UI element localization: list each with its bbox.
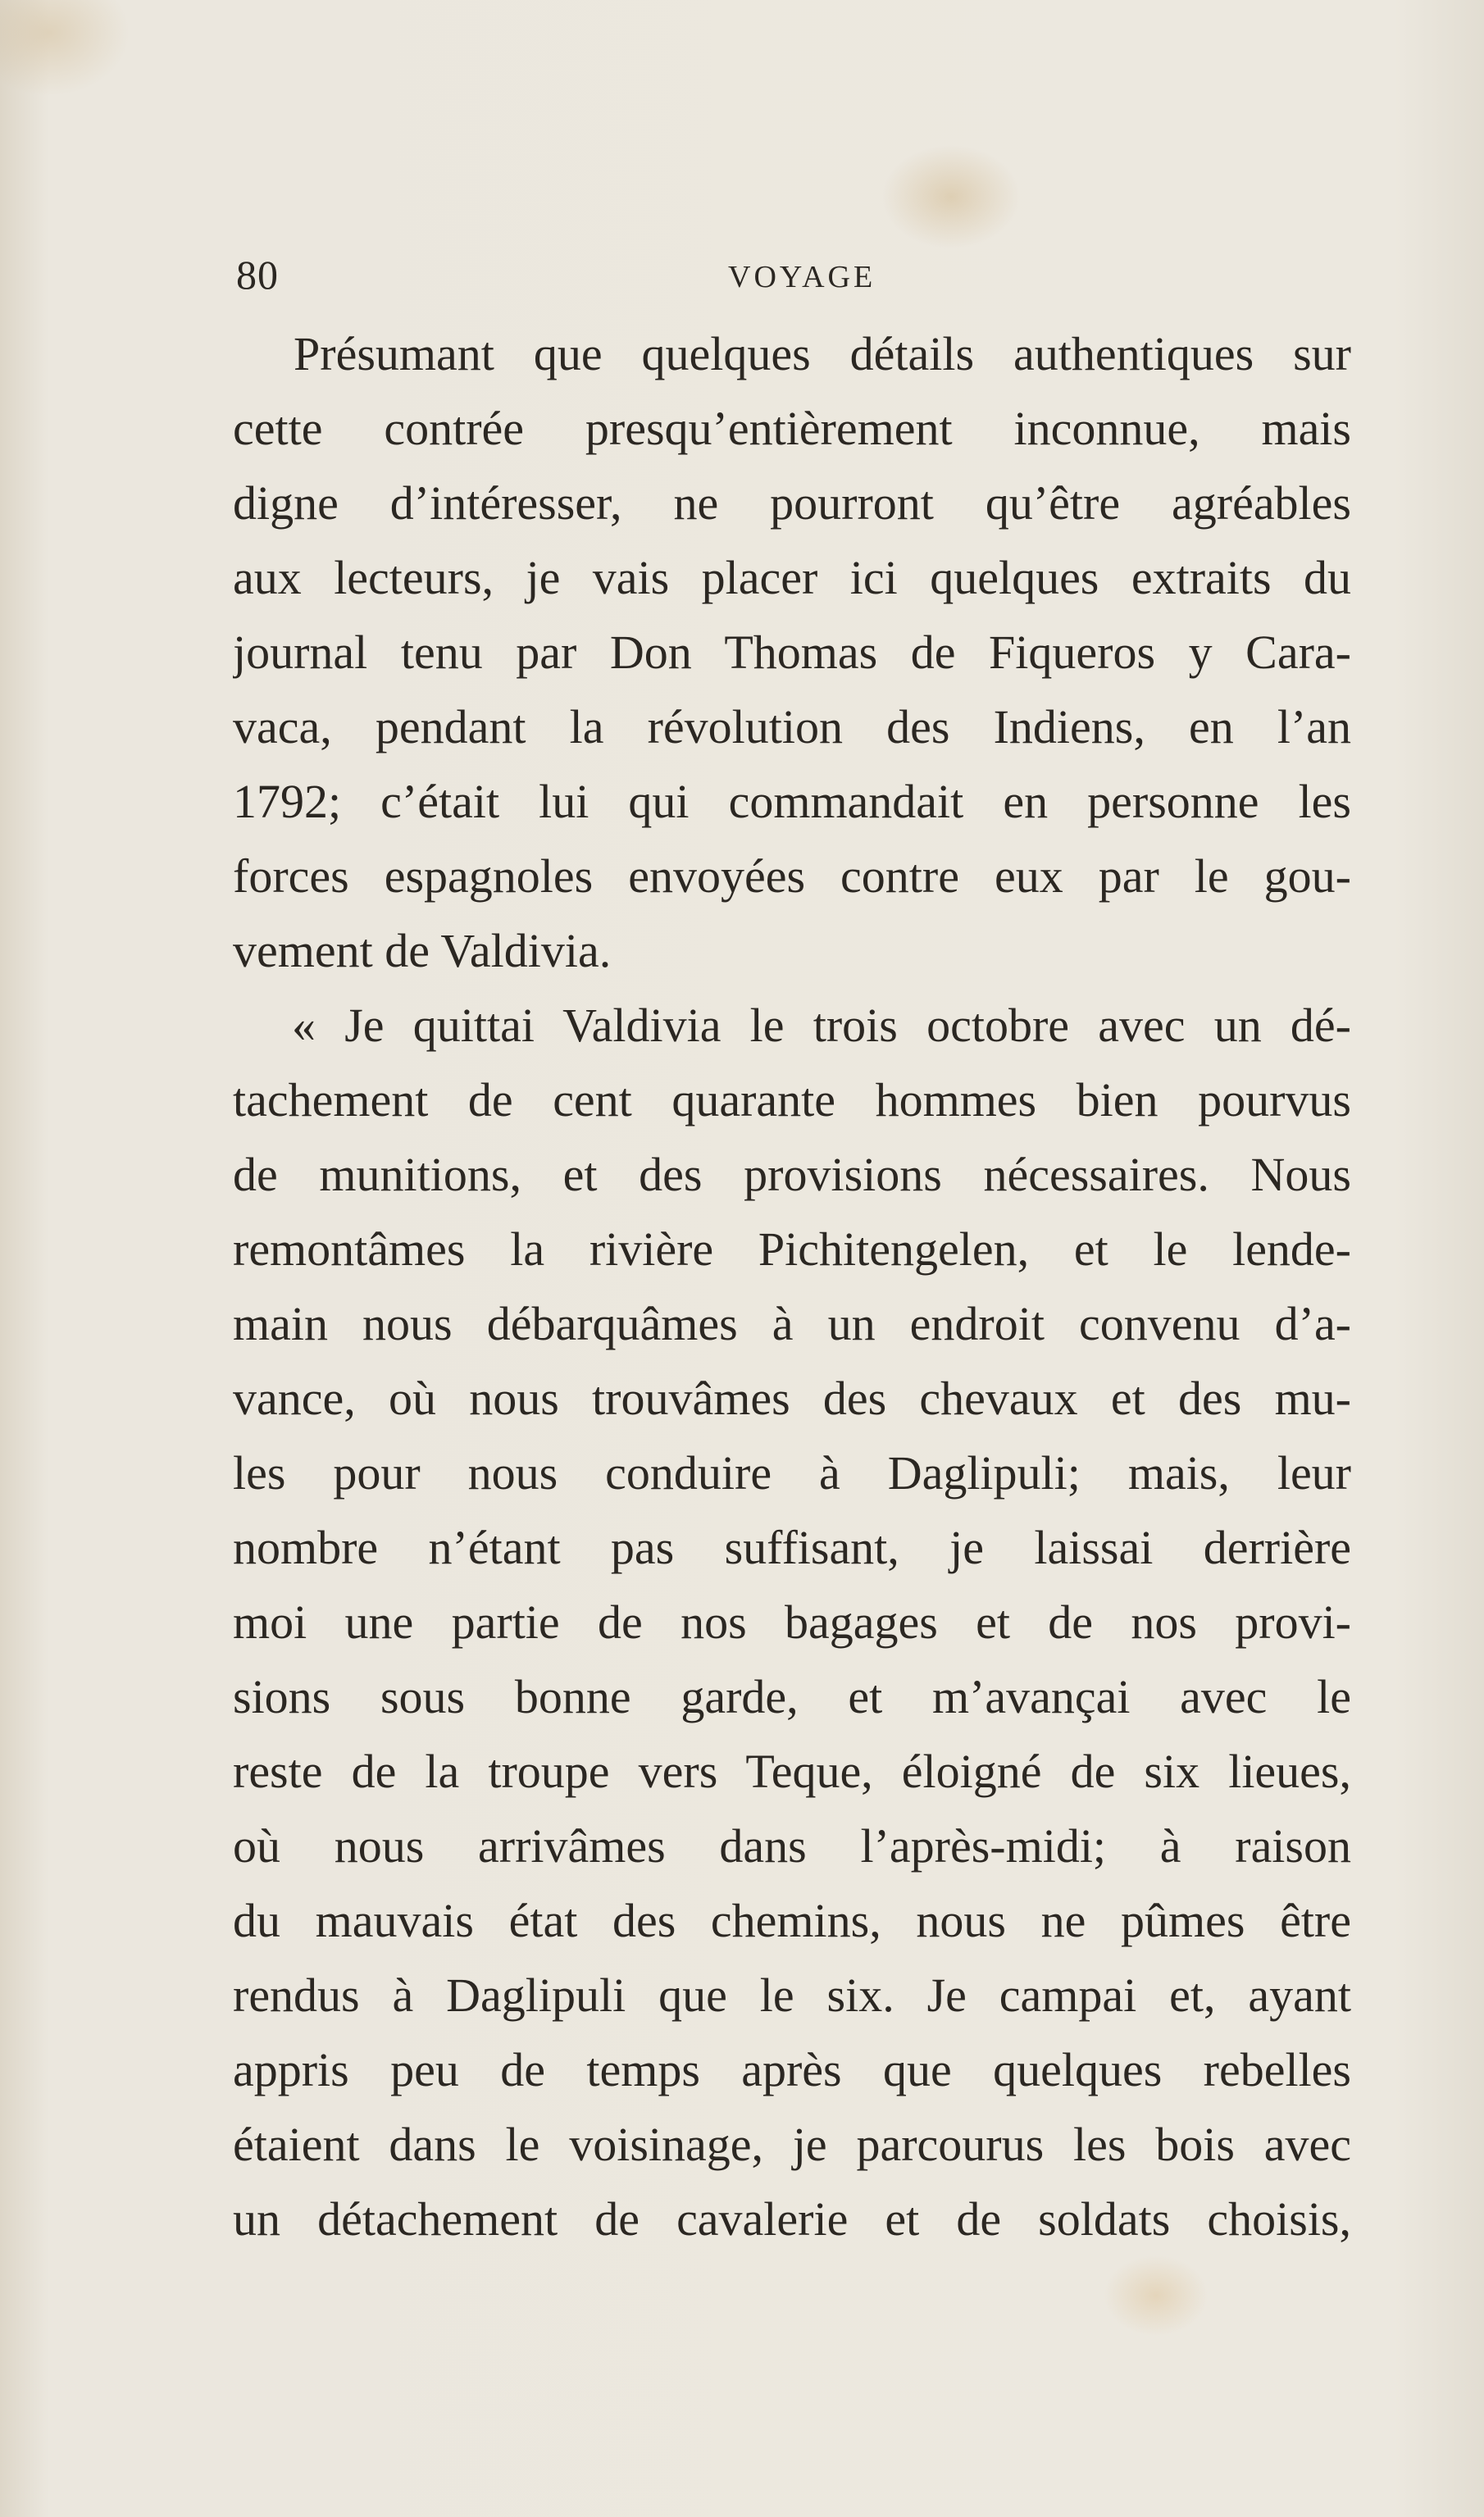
text-line: moi une partie de nos bagages et de nos provi- xyxy=(233,1595,1351,1649)
text-line: où nous arrivâmes dans l’après-midi; à raison xyxy=(233,1819,1351,1873)
text-line: journal tenu par Don Thomas de Fiqueros y Cara- xyxy=(233,626,1351,679)
text-line: rendus à Daglipuli que le six. Je campai et, ayant xyxy=(233,1969,1351,2022)
text-line: remontâmes la rivière Pichitengelen, et le lende- xyxy=(233,1222,1351,1276)
page-header xyxy=(236,246,1351,303)
text-line: forces espagnoles envoyées contre eux par le gou- xyxy=(233,849,1351,903)
page-number: 80 xyxy=(236,252,279,298)
text-line: « Je quittai Valdivia le trois octobre avec un dé- xyxy=(292,999,1351,1052)
text-line: aux lecteurs, je vais placer ici quelques extraits du xyxy=(233,551,1351,604)
text-line: Présumant que quelques détails authentiques sur xyxy=(294,327,1351,380)
text-line: reste de la troupe vers Teque, éloigné de six lieues, xyxy=(233,1745,1351,1798)
text-line: cette contrée presqu’entièrement inconnue, mais xyxy=(233,402,1351,455)
text-line: tachement de cent quarante hommes bien pourvus xyxy=(233,1073,1351,1127)
text-line: les pour nous conduire à Daglipuli; mais, leur xyxy=(233,1446,1351,1500)
text-line: vance, où nous trouvâmes des chevaux et des mu- xyxy=(233,1372,1351,1425)
text-line: étaient dans le voisinage, je parcourus les bois avec xyxy=(233,2118,1351,2171)
body-text xyxy=(233,316,1351,2256)
text-line: sions sous bonne garde, et m’avançai avec le xyxy=(233,1670,1351,1723)
text-line: un détachement de cavalerie et de soldats choisis, xyxy=(233,2192,1351,2246)
text-line: vement de Valdivia. xyxy=(233,924,612,977)
text-line: vaca, pendant la révolution des Indiens, en l’an xyxy=(233,700,1351,753)
text-line: du mauvais état des chemins, nous ne pûmes être xyxy=(233,1894,1351,1947)
text-line: digne d’intéresser, ne pourront qu’être agréables xyxy=(233,476,1351,530)
text-line: appris peu de temps après que quelques rebelles xyxy=(233,2043,1351,2096)
running-head: VOYAGE xyxy=(728,260,876,294)
text-line: 1792; c’était lui qui commandait en personne les xyxy=(233,775,1351,828)
text-line: nombre n’étant pas suffisant, je laissai derrière xyxy=(233,1521,1351,1574)
text-line: de munitions, et des provisions nécessaires. Nous xyxy=(233,1148,1351,1201)
text-line: main nous débarquâmes à un endroit convenu d’a- xyxy=(233,1297,1351,1350)
